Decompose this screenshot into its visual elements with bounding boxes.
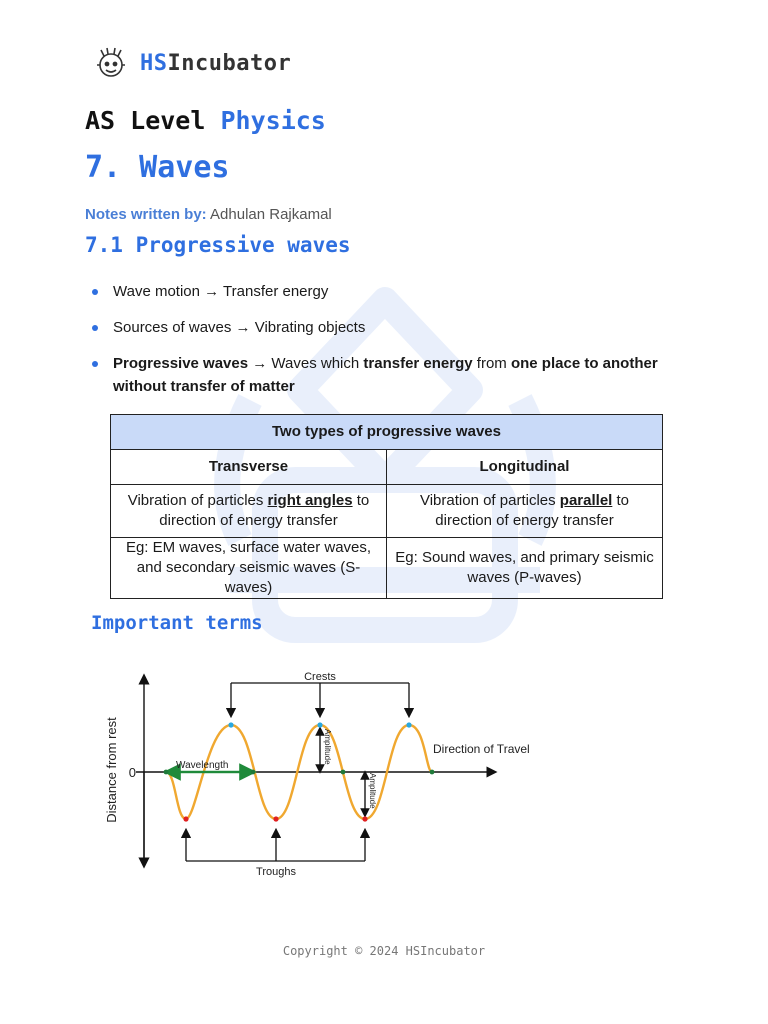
amplitude-label: Amplitude [323,729,332,765]
table-cell: Eg: EM waves, surface water waves, and secondary seismic waves (S-waves) [111,538,387,599]
trough-dot [362,816,367,821]
col-header-longitudinal: Longitudinal [387,450,663,485]
table-header-row [111,450,663,485]
bullet-bold: one place to another without transfer of matter [113,355,658,395]
table-cell: Eg: Sound waves, and primary seismic waves (P-waves) [387,538,663,599]
table-row [111,485,663,538]
important-terms-heading: Important terms [91,612,263,634]
trough-dot [273,816,278,821]
y-axis-label: Distance from rest [104,717,119,823]
subject-name: Physics [220,106,326,135]
brand-name-rest: Incubator [167,50,292,76]
wave-diagram [100,665,550,885]
list-item [92,280,672,303]
subject-level: AS Level [85,106,206,135]
zero-label: 0 [128,765,136,780]
crest-dot [228,722,233,727]
bullet-text: Sources of waves → Vibrating objects [113,319,366,336]
cell-text: Vibration of particles [419,492,560,509]
bullet-dot [92,289,98,295]
bullet-dot [92,361,98,367]
table-cell [111,485,387,538]
table-row [111,538,663,599]
trough-dot [183,816,188,821]
table-title-row [111,415,663,450]
bullet-bold: transfer energy [363,355,473,372]
bullet-text: Wave motion → Transfer energy [113,283,329,300]
crest-dot [406,722,411,727]
subject-heading [85,106,326,135]
brand-name [140,51,291,76]
notes-label: Notes written by: [85,206,207,223]
node-dot [430,770,435,775]
footer-copyright: Copyright © 2024 HSIncubator [282,944,486,958]
cell-emphasis: right angles [267,492,353,509]
brand-name-hs: HS [140,50,168,76]
list-item [92,352,672,398]
cell-text: to direction of energy transfer [159,492,370,529]
crests-label: Crests [304,671,336,683]
bullet-text: → Waves which [248,355,364,372]
brain-logo-icon [94,46,128,80]
direction-label: Direction of Travel [433,742,530,756]
table-cell [387,485,663,538]
cell-emphasis: parallel [559,492,613,509]
notes-byline [85,206,332,223]
table-title: Two types of progressive waves [111,415,663,450]
bullet-list [92,280,672,411]
troughs-label: Troughs [256,866,296,878]
node-dot [341,770,346,775]
node-dot [251,770,256,775]
node-dot [164,770,169,775]
wave-types-table [110,414,663,599]
cell-text: Vibration of particles [127,492,268,509]
crest-dot [317,722,322,727]
cell-text: to direction of energy transfer [435,492,630,529]
section-title: 7.1 Progressive waves [85,233,351,257]
notes-author: Adhulan Rajkamal [210,206,332,223]
bullet-text: from [472,355,511,372]
col-header-transverse: Transverse [111,450,387,485]
amplitude-label: Amplitude [368,773,377,809]
bullet-dot [92,325,98,331]
chapter-title: 7. Waves [85,150,230,185]
list-item [92,316,672,339]
bullet-term: Progressive waves [113,355,249,372]
wavelength-label: Wavelength [176,760,229,771]
brand [94,46,291,80]
